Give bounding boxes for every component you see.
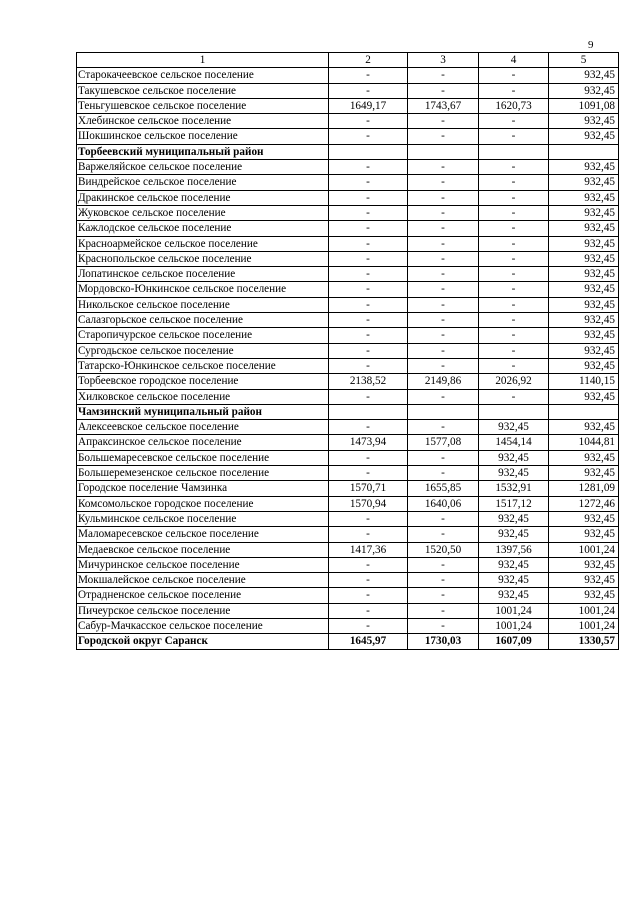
cell-col-3: - [408, 175, 479, 190]
cell-name: Городской округ Саранск [77, 634, 329, 649]
cell-col-4: - [479, 83, 549, 98]
cell-col-5: 932,45 [549, 282, 619, 297]
cell-col-4: - [479, 328, 549, 343]
cell-col-3: 2149,86 [408, 374, 479, 389]
cell-name: Теньгушевское сельское поселение [77, 98, 329, 113]
header-row [77, 53, 619, 68]
cell-col-4: 1532,91 [479, 481, 549, 496]
table-row [77, 588, 619, 603]
cell-col-4: - [479, 358, 549, 373]
cell-col-2: - [329, 175, 408, 190]
cell-name: Дракинское сельское поселение [77, 190, 329, 205]
cell-name: Мокшалейское сельское поселение [77, 573, 329, 588]
cell-name: Большемаресевское сельское поселение [77, 450, 329, 465]
cell-col-2: - [329, 511, 408, 526]
cell-col-5: 932,45 [549, 527, 619, 542]
cell-name: Краснопольское сельское поселение [77, 251, 329, 266]
table-row [77, 83, 619, 98]
cell-col-3 [408, 404, 479, 419]
cell-name: Отрадненское сельское поселение [77, 588, 329, 603]
table-row [77, 420, 619, 435]
cell-name: Торбеевское городское поселение [77, 374, 329, 389]
cell-name: Апраксинское сельское поселение [77, 435, 329, 450]
table-row [77, 481, 619, 496]
cell-name: Торбеевский муниципальный район [77, 144, 329, 159]
cell-col-2: - [329, 389, 408, 404]
cell-name: Такушевское сельское поселение [77, 83, 329, 98]
table-row [77, 175, 619, 190]
table-row [77, 236, 619, 251]
cell-name: Кажлодское сельское поселение [77, 221, 329, 236]
cell-col-4: 932,45 [479, 466, 549, 481]
cell-col-5: 932,45 [549, 175, 619, 190]
cell-col-3: - [408, 573, 479, 588]
cell-col-2: - [329, 68, 408, 83]
cell-col-5: 932,45 [549, 160, 619, 175]
cell-col-2: 1570,94 [329, 496, 408, 511]
cell-col-5: 932,45 [549, 588, 619, 603]
cell-col-2: - [329, 297, 408, 312]
cell-col-5: 932,45 [549, 297, 619, 312]
cell-col-5 [549, 404, 619, 419]
cell-name: Сургодьское сельское поселение [77, 343, 329, 358]
cell-col-3: - [408, 557, 479, 572]
cell-name: Мичуринское сельское поселение [77, 557, 329, 572]
cell-col-3: - [408, 420, 479, 435]
cell-col-2: 1473,94 [329, 435, 408, 450]
cell-col-2: 1570,71 [329, 481, 408, 496]
cell-name: Медаевское сельское поселение [77, 542, 329, 557]
cell-col-3: 1577,08 [408, 435, 479, 450]
cell-name: Пичеурское сельское поселение [77, 603, 329, 618]
cell-name: Виндрейское сельское поселение [77, 175, 329, 190]
cell-col-3: 1640,06 [408, 496, 479, 511]
cell-col-4: 932,45 [479, 511, 549, 526]
cell-col-2: - [329, 618, 408, 633]
cell-col-5: 1281,09 [549, 481, 619, 496]
cell-col-3: - [408, 358, 479, 373]
cell-name: Старопичурское сельское поселение [77, 328, 329, 343]
table-row [77, 328, 619, 343]
table-row [77, 466, 619, 481]
cell-col-4: - [479, 313, 549, 328]
cell-col-3: - [408, 129, 479, 144]
cell-col-3: - [408, 282, 479, 297]
cell-name: Шокшинское сельское поселение [77, 129, 329, 144]
cell-name: Алексеевское сельское поселение [77, 420, 329, 435]
cell-col-3: - [408, 236, 479, 251]
table-body [77, 68, 619, 649]
table-row [77, 129, 619, 144]
cell-col-2: - [329, 588, 408, 603]
cell-col-2: - [329, 603, 408, 618]
header-col-5: 5 [549, 53, 619, 68]
cell-col-5: 1044,81 [549, 435, 619, 450]
cell-col-4: - [479, 175, 549, 190]
cell-col-4: - [479, 68, 549, 83]
cell-col-5: 932,45 [549, 114, 619, 129]
table-row [77, 68, 619, 83]
cell-col-2: - [329, 466, 408, 481]
cell-name: Мордовско-Юнкинское сельское поселение [77, 282, 329, 297]
cell-col-4: 932,45 [479, 588, 549, 603]
table-row [77, 205, 619, 220]
cell-col-2: - [329, 557, 408, 572]
cell-col-4: 2026,92 [479, 374, 549, 389]
cell-col-3: - [408, 313, 479, 328]
table-row [77, 573, 619, 588]
cell-col-5: 932,45 [549, 420, 619, 435]
cell-name: Татарско-Юнкинское сельское поселение [77, 358, 329, 373]
cell-col-2: - [329, 83, 408, 98]
cell-name: Жуковское сельское поселение [77, 205, 329, 220]
cell-col-5: 1001,24 [549, 603, 619, 618]
cell-col-4 [479, 144, 549, 159]
table-row [77, 603, 619, 618]
cell-col-2: - [329, 450, 408, 465]
table-row [77, 343, 619, 358]
cell-col-2: - [329, 527, 408, 542]
section-row [77, 634, 619, 649]
cell-col-5: 932,45 [549, 358, 619, 373]
table-row [77, 160, 619, 175]
cell-col-4: - [479, 236, 549, 251]
cell-col-2: - [329, 190, 408, 205]
table-row [77, 267, 619, 282]
cell-col-2: 1649,17 [329, 98, 408, 113]
cell-col-3: - [408, 251, 479, 266]
cell-col-5: 932,45 [549, 221, 619, 236]
cell-col-3: - [408, 221, 479, 236]
cell-col-4: - [479, 221, 549, 236]
cell-col-2: - [329, 114, 408, 129]
cell-col-4 [479, 404, 549, 419]
cell-col-3: - [408, 588, 479, 603]
cell-col-2: - [329, 267, 408, 282]
cell-name: Варжеляйское сельское поселение [77, 160, 329, 175]
cell-col-2: - [329, 358, 408, 373]
cell-col-4: - [479, 282, 549, 297]
cell-col-4: - [479, 389, 549, 404]
cell-col-3 [408, 144, 479, 159]
cell-col-4: 1620,73 [479, 98, 549, 113]
cell-col-3: - [408, 68, 479, 83]
cell-col-4: 932,45 [479, 450, 549, 465]
cell-col-4: 1607,09 [479, 634, 549, 649]
table-row [77, 542, 619, 557]
cell-name: Большеремезенское сельское поселение [77, 466, 329, 481]
cell-col-5: 932,45 [549, 251, 619, 266]
page-number: 9 [588, 39, 594, 51]
cell-col-5: 932,45 [549, 389, 619, 404]
cell-col-2: - [329, 251, 408, 266]
cell-col-4: - [479, 297, 549, 312]
cell-col-4: - [479, 343, 549, 358]
cell-name: Сабур-Мачкасское сельское поселение [77, 618, 329, 633]
table-row [77, 527, 619, 542]
cell-name: Маломаресевское сельское поселение [77, 527, 329, 542]
cell-col-5: 932,45 [549, 267, 619, 282]
table-row [77, 251, 619, 266]
cell-col-3: - [408, 114, 479, 129]
cell-col-4: 932,45 [479, 527, 549, 542]
cell-col-5: 932,45 [549, 68, 619, 83]
table-row [77, 282, 619, 297]
table-row [77, 374, 619, 389]
cell-name: Старокачеевское сельское поселение [77, 68, 329, 83]
cell-col-2: 1417,36 [329, 542, 408, 557]
cell-col-4: 1517,12 [479, 496, 549, 511]
cell-col-4: 932,45 [479, 573, 549, 588]
cell-col-2: - [329, 205, 408, 220]
cell-col-3: - [408, 267, 479, 282]
cell-col-2: - [329, 420, 408, 435]
cell-col-2: - [329, 221, 408, 236]
cell-name: Кульминское сельское поселение [77, 511, 329, 526]
table-row [77, 190, 619, 205]
cell-col-3: - [408, 527, 479, 542]
cell-col-3: - [408, 603, 479, 618]
table-row [77, 221, 619, 236]
cell-col-5 [549, 144, 619, 159]
cell-col-5: 932,45 [549, 573, 619, 588]
cell-col-3: - [408, 450, 479, 465]
cell-col-2: 2138,52 [329, 374, 408, 389]
cell-name: Комсомольское городское поселение [77, 496, 329, 511]
header-col-3: 3 [408, 53, 479, 68]
cell-col-3: - [408, 205, 479, 220]
table-row [77, 618, 619, 633]
cell-col-4: - [479, 129, 549, 144]
cell-col-5: 932,45 [549, 343, 619, 358]
cell-col-4: - [479, 267, 549, 282]
cell-col-4: 932,45 [479, 557, 549, 572]
cell-col-4: 932,45 [479, 420, 549, 435]
cell-col-5: 1272,46 [549, 496, 619, 511]
cell-name: Красноармейское сельское поселение [77, 236, 329, 251]
header-col-1: 1 [77, 53, 329, 68]
cell-col-5: 932,45 [549, 466, 619, 481]
cell-col-2: - [329, 328, 408, 343]
cell-col-5: 932,45 [549, 557, 619, 572]
cell-col-3: - [408, 511, 479, 526]
cell-col-3: - [408, 389, 479, 404]
cell-col-3: - [408, 618, 479, 633]
cell-col-5: 932,45 [549, 83, 619, 98]
cell-col-2: - [329, 129, 408, 144]
cell-name: Чамзинский муниципальный район [77, 404, 329, 419]
cell-col-5: 1001,24 [549, 618, 619, 633]
table-row [77, 511, 619, 526]
cell-name: Никольское сельское поселение [77, 297, 329, 312]
cell-name: Салазгорьское сельское поселение [77, 313, 329, 328]
cell-col-2 [329, 404, 408, 419]
cell-col-3: - [408, 297, 479, 312]
cell-col-3: - [408, 466, 479, 481]
table-row [77, 389, 619, 404]
cell-col-5: 932,45 [549, 190, 619, 205]
cell-col-2: - [329, 313, 408, 328]
cell-col-4: - [479, 205, 549, 220]
table-row [77, 313, 619, 328]
cell-col-3: - [408, 343, 479, 358]
tariff-table [76, 52, 619, 650]
cell-col-5: 1330,57 [549, 634, 619, 649]
cell-col-2: - [329, 236, 408, 251]
cell-col-3: 1655,85 [408, 481, 479, 496]
table-row [77, 98, 619, 113]
cell-col-5: 932,45 [549, 313, 619, 328]
cell-name: Городское поселение Чамзинка [77, 481, 329, 496]
cell-col-4: 1454,14 [479, 435, 549, 450]
table-row [77, 557, 619, 572]
table-row [77, 297, 619, 312]
cell-col-3: 1743,67 [408, 98, 479, 113]
header-col-2: 2 [329, 53, 408, 68]
section-row [77, 404, 619, 419]
table-row [77, 114, 619, 129]
cell-col-3: - [408, 83, 479, 98]
cell-name: Хилковское сельское поселение [77, 389, 329, 404]
table-row [77, 358, 619, 373]
cell-col-3: - [408, 160, 479, 175]
cell-name: Хлебинское сельское поселение [77, 114, 329, 129]
cell-col-5: 1140,15 [549, 374, 619, 389]
cell-col-2: - [329, 343, 408, 358]
cell-col-4: - [479, 251, 549, 266]
cell-col-5: 932,45 [549, 205, 619, 220]
cell-col-4: - [479, 160, 549, 175]
table-row [77, 450, 619, 465]
section-row [77, 144, 619, 159]
cell-col-2: - [329, 282, 408, 297]
cell-col-4: - [479, 114, 549, 129]
cell-col-2: - [329, 160, 408, 175]
cell-name: Лопатинское сельское поселение [77, 267, 329, 282]
cell-col-3: 1730,03 [408, 634, 479, 649]
table-row [77, 496, 619, 511]
cell-col-4: 1397,56 [479, 542, 549, 557]
table-row [77, 435, 619, 450]
cell-col-2 [329, 144, 408, 159]
cell-col-4: - [479, 190, 549, 205]
cell-col-5: 932,45 [549, 328, 619, 343]
cell-col-4: 1001,24 [479, 618, 549, 633]
cell-col-2: - [329, 573, 408, 588]
cell-col-5: 1091,08 [549, 98, 619, 113]
cell-col-5: 932,45 [549, 450, 619, 465]
cell-col-5: 932,45 [549, 511, 619, 526]
cell-col-4: 1001,24 [479, 603, 549, 618]
cell-col-3: - [408, 190, 479, 205]
cell-col-3: - [408, 328, 479, 343]
cell-col-3: 1520,50 [408, 542, 479, 557]
cell-col-5: 1001,24 [549, 542, 619, 557]
cell-col-2: 1645,97 [329, 634, 408, 649]
header-col-4: 4 [479, 53, 549, 68]
cell-col-5: 932,45 [549, 236, 619, 251]
cell-col-5: 932,45 [549, 129, 619, 144]
